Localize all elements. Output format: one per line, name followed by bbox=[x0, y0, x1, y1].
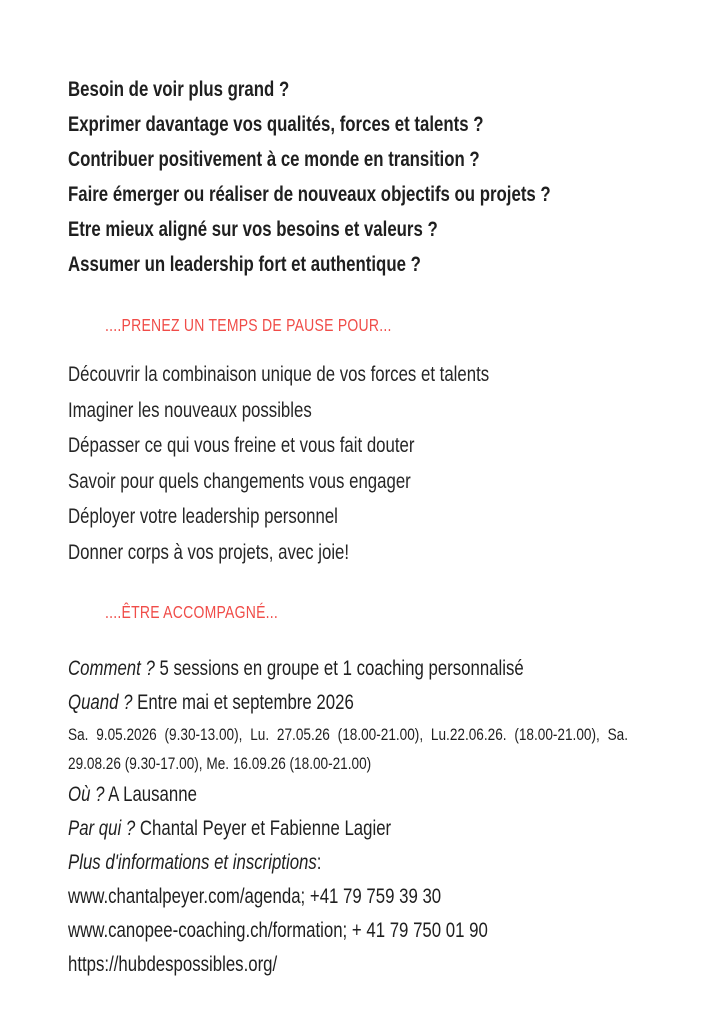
question-line: Faire émerger ou réaliser de nouveaux objectifs ou projets ? bbox=[68, 183, 551, 206]
contact-line-canopee[interactable]: www.canopee-coaching.ch/formation; + 41 79 750 01 90 bbox=[68, 919, 488, 942]
contact-line-chantalpeyer[interactable]: www.chantalpeyer.com/agenda; +41 79 759 39 30 bbox=[68, 885, 442, 908]
question-line: Besoin de voir plus grand ? bbox=[68, 78, 290, 101]
benefit-line: Déployer votre leadership personnel bbox=[68, 505, 338, 528]
detail-infos-label: Plus d'informations et inscriptions bbox=[68, 851, 317, 874]
benefit-line: Savoir pour quels changements vous engager bbox=[68, 469, 411, 493]
benefits-section bbox=[68, 357, 668, 570]
detail-infos-suffix: : bbox=[316, 851, 322, 874]
detail-par-qui-label: Par qui ? bbox=[68, 817, 136, 840]
question-line: Etre mieux aligné sur vos besoins et valeurs ? bbox=[68, 218, 438, 241]
detail-par-qui-text: Chantal Peyer et Fabienne Lagier bbox=[139, 817, 392, 840]
benefit-line: Dépasser ce qui vous freine et vous fait douter bbox=[68, 434, 415, 457]
detail-quand bbox=[68, 686, 548, 720]
benefit-line: Donner corps à vos projets, avec joie! bbox=[68, 540, 350, 564]
benefit-line: Découvrir la combinaison unique de vos forces et talents bbox=[68, 363, 490, 386]
detail-comment-label: Comment ? bbox=[68, 657, 155, 680]
question-line: Assumer un leadership fort et authentique ? bbox=[68, 253, 421, 276]
detail-ou bbox=[68, 778, 548, 812]
detail-infos bbox=[68, 846, 548, 880]
questions-section bbox=[68, 72, 668, 282]
section-heading-pause: ....PRENEZ UN TEMPS DE PAUSE POUR... bbox=[105, 315, 392, 335]
contact-line-hubdespossibles[interactable]: https://hubdespossibles.org/ bbox=[68, 953, 278, 976]
question-line: Contribuer positivement à ce monde en transition ? bbox=[68, 148, 480, 171]
detail-ou-text: A Lausanne bbox=[108, 783, 197, 806]
detail-quand-text: Entre mai et septembre 2026 bbox=[137, 691, 354, 714]
details-section bbox=[68, 652, 668, 982]
section-heading-accompagne: ....ÊTRE ACCOMPAGNÉ... bbox=[105, 602, 279, 622]
detail-par-qui bbox=[68, 812, 548, 846]
detail-ou-label: Où ? bbox=[68, 783, 105, 806]
detail-comment-text: 5 sessions en groupe et 1 coaching personnalisé bbox=[159, 657, 524, 680]
session-dates: Sa. 9.05.2026 (9.30-13.00), Lu. 27.05.26 (18.00-21.00), Lu.22.06.26. (18.00-21.00), Sa. 29.08.26 (9.30-17.00), Me. 16.09.26 (18.00-21.00) bbox=[68, 725, 628, 773]
detail-quand-label: Quand ? bbox=[68, 691, 133, 714]
detail-comment bbox=[68, 652, 548, 686]
question-line: Exprimer davantage vos qualités, forces et talents ? bbox=[68, 113, 484, 136]
benefit-line: Imaginer les nouveaux possibles bbox=[68, 398, 312, 422]
